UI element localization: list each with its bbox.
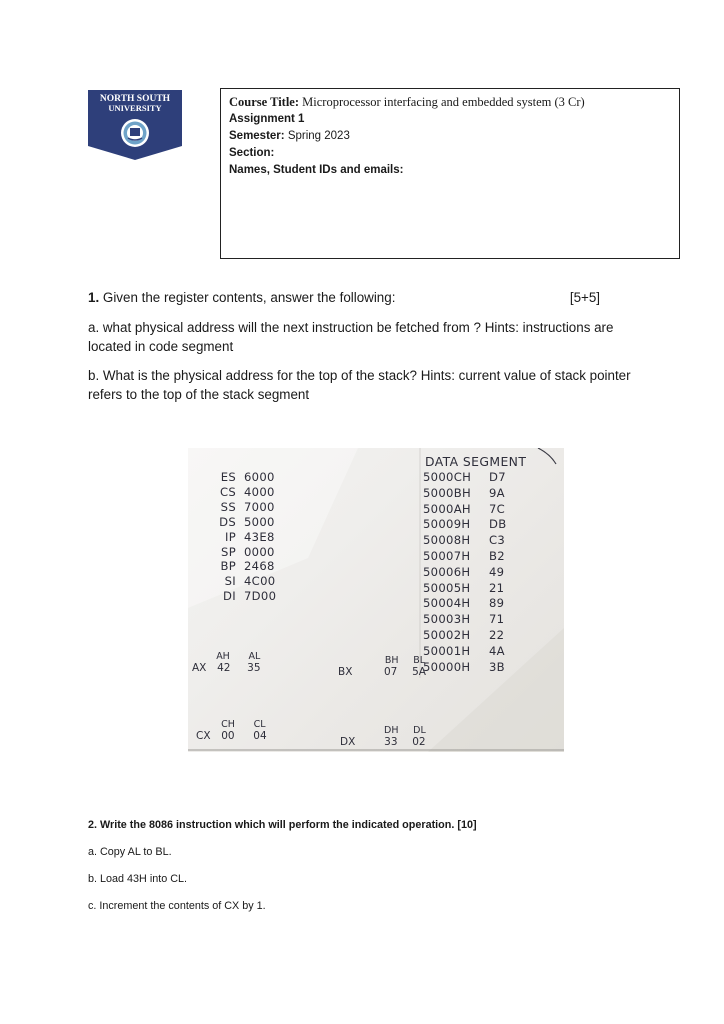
al-label: AL [248, 651, 261, 662]
question-2-item-a: a. Copy AL to BL. [88, 846, 172, 858]
ax-label: AX [192, 662, 207, 674]
bl-label: BL [413, 655, 426, 666]
ch-value: 00 [221, 730, 235, 742]
data-segment-row [423, 486, 506, 502]
dx-label: DX [340, 736, 356, 748]
data-segment-title: DATA SEGMENT [425, 454, 527, 469]
cx-register [196, 718, 267, 742]
data-segment-row [423, 628, 506, 644]
university-logo [88, 90, 182, 160]
semester-value: Spring 2023 [287, 130, 350, 142]
memory-value: 22 [489, 627, 505, 642]
memory-address: 50004H [423, 596, 471, 611]
ah-value: 42 [217, 662, 231, 674]
memory-address: 50007H [423, 548, 471, 563]
segment-register-row [204, 545, 276, 560]
data-segment-row [423, 502, 506, 518]
semester-label: Semester: [229, 130, 285, 142]
register-value: 2468 [244, 559, 275, 574]
memory-value: C3 [489, 533, 506, 548]
data-segment-row [423, 596, 506, 612]
dx-register [384, 724, 426, 748]
cl-value: 04 [253, 730, 267, 742]
semester-line [229, 128, 671, 145]
memory-address: 50008H [423, 533, 471, 548]
dl-value: 02 [412, 736, 426, 748]
ch-label: CH [221, 719, 235, 730]
names-label: Names, Student IDs and emails: [229, 164, 404, 176]
course-title-value: Microprocessor interfacing and embedded system (3 Cr) [302, 95, 585, 109]
data-segment-row [423, 517, 506, 533]
memory-value: DB [489, 517, 507, 532]
register-value: 4000 [244, 484, 275, 499]
register-name: SP [221, 544, 236, 559]
al-value: 35 [247, 662, 261, 674]
segment-register-row [204, 559, 276, 574]
dh-label: DH [384, 725, 399, 736]
register-name: IP [224, 529, 236, 544]
segment-register-row [204, 500, 276, 515]
data-segment-row [423, 660, 506, 676]
register-name: DI [223, 589, 236, 604]
question-1-part-b: b. What is the physical address for the top of the stack? Hints: current value of stack pointer refers to the top of the stack segment [88, 368, 631, 402]
register-name: ES [220, 470, 236, 484]
data-segment-list [423, 470, 506, 675]
register-name: CS [219, 484, 236, 499]
memory-address: 5000AH [423, 501, 471, 516]
memory-value: 71 [489, 612, 505, 627]
question-2-item-c: c. Increment the contents of CX by 1. [88, 900, 266, 912]
memory-address: 50000H [423, 659, 471, 674]
question-1-part-a: a. what physical address will the next instruction be fetched from ? Hints: instructions are located in code segment [88, 320, 614, 354]
register-name: DS [219, 514, 236, 529]
memory-value: 4A [489, 643, 505, 658]
segment-register-row [204, 515, 276, 530]
memory-value: 21 [489, 580, 505, 595]
memory-value: D7 [489, 470, 506, 484]
question-1-number: 1. [88, 290, 100, 305]
register-value: 4C00 [244, 574, 276, 589]
dh-value: 33 [384, 736, 398, 748]
data-segment-row [423, 612, 506, 628]
data-segment-row [423, 644, 506, 660]
register-contents-photo [188, 448, 564, 752]
ah-label: AH [216, 651, 230, 662]
register-name: SS [220, 499, 236, 514]
memory-address: 5000CH [423, 470, 472, 484]
memory-address: 50009H [423, 517, 471, 532]
memory-address: 50005H [423, 580, 471, 595]
bx-register [384, 654, 426, 678]
memory-value: 49 [489, 564, 505, 579]
data-segment-row [423, 533, 506, 549]
assignment-label: Assignment 1 [229, 113, 305, 125]
bh-value: 07 [384, 666, 398, 678]
data-segment-row [423, 565, 506, 581]
memory-value: 3B [489, 659, 505, 674]
course-title-line [229, 94, 671, 111]
course-info-box [220, 88, 680, 259]
register-name: BP [220, 559, 236, 574]
memory-address: 5000BH [423, 485, 471, 500]
question-1-heading [88, 288, 600, 307]
register-value: 43E8 [244, 529, 275, 544]
dl-label: DL [413, 725, 426, 736]
memory-address: 50002H [423, 627, 471, 642]
segment-register-row [204, 574, 276, 589]
bl-value: 5A [412, 666, 426, 678]
segment-register-row [204, 530, 276, 545]
question-1-marks: [5+5] [569, 290, 600, 305]
logo-line2: UNIVERSITY [108, 103, 162, 113]
question-1 [88, 288, 648, 404]
question-2-title: 2. Write the 8086 instruction which will perform the indicated operation. [10] [88, 819, 477, 831]
question-2-item-b: b. Load 43H into CL. [88, 873, 188, 885]
data-segment-row [423, 549, 506, 565]
cl-label: CL [253, 719, 266, 730]
register-value: 7D00 [244, 589, 277, 604]
memory-address: 50003H [423, 612, 471, 627]
memory-value: 9A [489, 485, 505, 500]
memory-value: 7C [489, 501, 506, 516]
logo-line1: NORTH SOUTH [99, 94, 171, 104]
bh-label: BH [384, 655, 399, 666]
data-segment-row [423, 470, 506, 486]
course-title-label: Course Title: [229, 95, 300, 109]
memory-address: 50001H [423, 643, 471, 658]
memory-address: 50006H [423, 564, 471, 579]
segment-register-list [204, 470, 276, 604]
bx-label: BX [338, 666, 353, 678]
segment-register-row [204, 470, 276, 485]
register-value: 5000 [244, 514, 275, 529]
question-1-text: Given the register contents, answer the following: [102, 290, 396, 305]
data-segment-row [423, 581, 506, 597]
section-label: Section: [229, 147, 275, 159]
register-value: 0000 [244, 544, 275, 559]
segment-register-row [204, 485, 276, 500]
ax-register [192, 650, 261, 674]
segment-register-row [204, 589, 276, 604]
register-value: 6000 [244, 470, 275, 484]
memory-value: 89 [489, 596, 505, 611]
register-name: SI [224, 574, 236, 589]
register-value: 7000 [244, 499, 275, 514]
cx-label: CX [196, 730, 211, 742]
question-2 [88, 818, 477, 914]
memory-value: B2 [489, 548, 505, 563]
